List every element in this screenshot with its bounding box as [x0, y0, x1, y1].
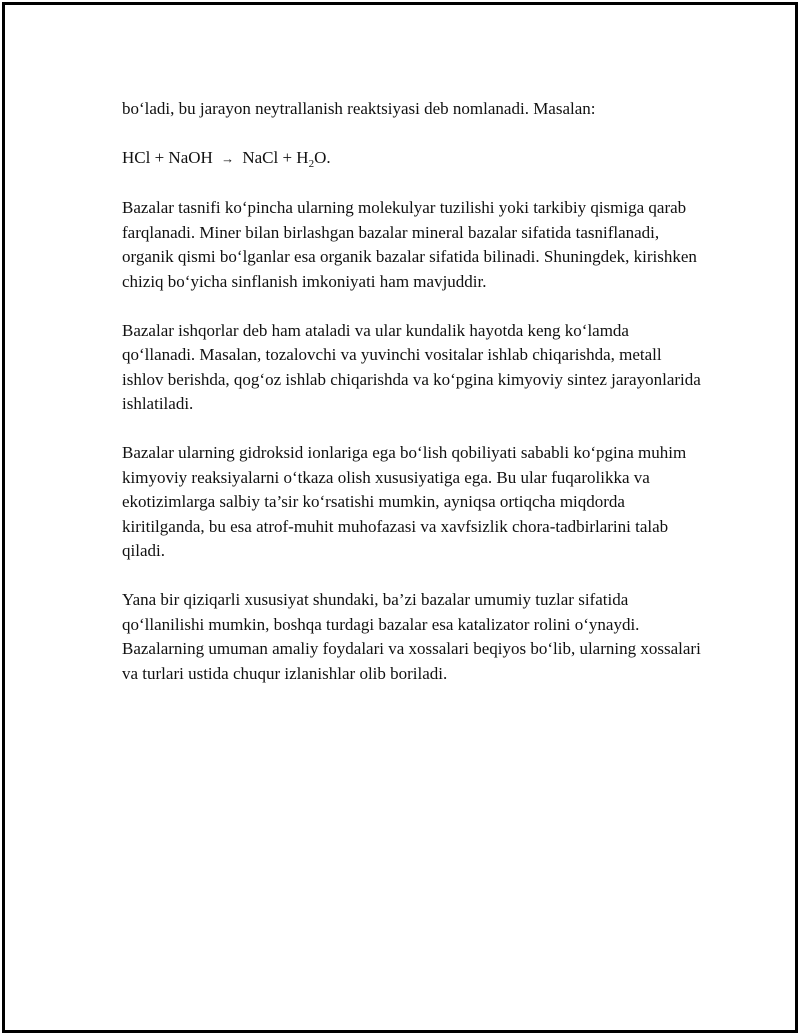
paragraph-hydroxide-effects: Bazalar ularning gidroksid ionlariga ega bo‘lish qobiliyati sababli ko‘pgina muhim kimyoviy reaksiyalarni o‘tkaza olish xususiyatiga ega. Bu ular fuqarolikka va ekotizimlarga salbiy ta’sir ko‘rsatishi mumkin, ayniqsa ortiqcha miqdorda kiritilganda, bu esa atrof-muhit muhofazasi va xavfsizlik chora-tadbirlarini talab qiladi. [122, 443, 687, 560]
equation-products-part1: NaCl + H [242, 148, 309, 167]
document-body [122, 97, 702, 711]
reaction-arrow-icon: → [221, 151, 235, 166]
chemical-equation [122, 146, 702, 172]
intro-line: bo‘ladi, bu jarayon neytrallanish reaktsiyasi deb nomlanadi. Masalan: [122, 99, 596, 118]
paragraph-salts-catalysts: Yana bir qiziqarli xususiyat shundaki, ba’zi bazalar umumiy tuzlar sifatida qo‘llanilishi mumkin, boshqa turdagi bazalar esa katalizator rolini o‘ynaydi. Bazalarning umuman amaliy foydalari va xossalari beqiyos bo‘lib, ularning xossalari va turlari ustida chuqur izlanishlar olib boriladi. [122, 590, 701, 683]
equation-reactants: HCl + NaOH [122, 148, 213, 167]
equation-subscript: 2 [308, 158, 315, 170]
paragraph-classification: Bazalar tasnifi ko‘pincha ularning molekulyar tuzilishi yoki tarkibiy qismiga qarab farqlanadi. Miner bilan birlashgan bazalar mineral bazalar sifatida tasniflanadi, organik qismi bo‘lganlar esa organik bazalar sifatida bilinadi. Shuningdek, kirishken chiziq bo‘yicha sinflanish imkoniyati ham mavjuddir. [122, 198, 697, 291]
page-frame [2, 2, 798, 1033]
equation-products-part2: O. [314, 148, 331, 167]
paragraph-alkalis-usage: Bazalar ishqorlar deb ham ataladi va ular kundalik hayotda keng ko‘lamda qo‘llanadi. Masalan, tozalovchi va yuvinchi vositalar ishlab chiqarishda, metall ishlov berishda, qog‘oz ishlab chiqarishda va ko‘pgina kimyoviy sintez jarayonlarida ishlatiladi. [122, 320, 701, 413]
